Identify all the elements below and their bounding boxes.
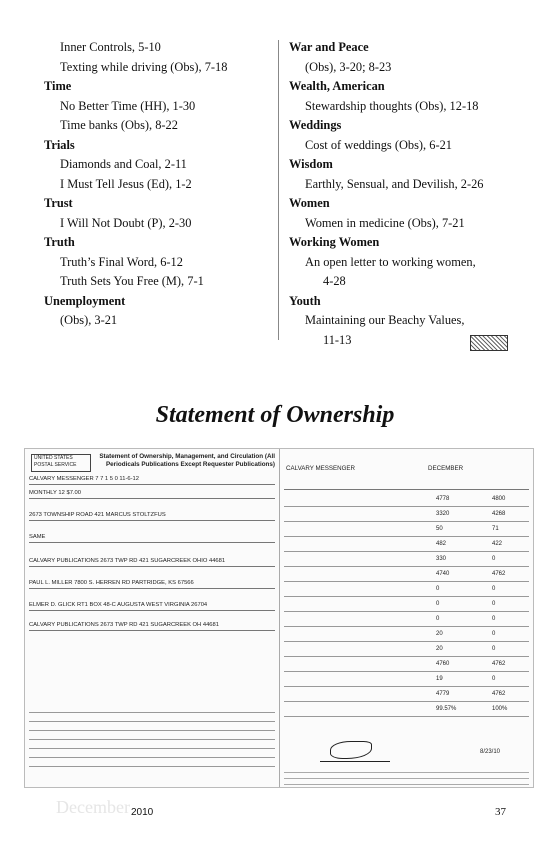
footer-year: 2010 [131,807,154,818]
index-entry: I Must Tell Jesus (Ed), 1-2 [60,176,192,191]
index-heading: Women [289,196,330,210]
issue-copies-value: 0 [492,601,496,607]
avg-copies-value: 99.57% [436,706,457,712]
form-field-row: MONTHLY 12 $7.00 [29,489,275,499]
index-entry: Truth Sets You Free (M), 7-1 [60,274,204,288]
index-heading: Trials [44,137,75,152]
form-field-row: ELMER D. GLICK RT1 BOX 48-C AUGUSTA WEST VIRGINIA 26704 [29,601,275,611]
index-column-left [44,38,274,331]
avg-copies-value: 4760 [436,661,450,667]
index-heading: Youth [289,293,321,308]
form-issue-date: DECEMBER [428,465,464,472]
issue-copies-value: 0 [492,616,496,622]
avg-copies-value: 3320 [436,511,450,517]
issue-copies-value: 4800 [492,496,506,502]
issue-copies-value: 4762 [492,661,506,667]
circulation-row [284,673,529,687]
index-heading: Wisdom [289,157,333,171]
issue-copies-value: 71 [492,526,499,532]
signature-scribble [330,741,372,759]
form-publication-title: CALVARY MESSENGER [286,465,355,472]
index-entry: Women in medicine (Obs), 7-21 [305,215,465,230]
issue-copies-value: 0 [492,586,496,592]
index-entry: I Will Not Doubt (P), 2-30 [60,215,192,230]
index-entry: Stewardship thoughts (Obs), 12-18 [305,98,479,113]
signature [320,739,390,762]
circulation-row [284,688,529,702]
index-heading: Unemployment [44,293,126,308]
circulation-row [284,568,529,582]
form-table-header [284,473,529,490]
circulation-row [284,508,529,522]
avg-copies-value: 482 [436,541,447,547]
index-entry: (Obs), 3-21 [60,313,118,327]
form-field-row: SAME [29,533,275,543]
signature-date: 8/23/10 [480,749,501,755]
circulation-row [284,583,529,597]
index-entry: 11-13 [323,332,352,347]
circulation-row [284,538,529,552]
issue-copies-value: 0 [492,556,496,562]
form-right-half [280,449,533,787]
avg-copies-value: 4740 [436,571,450,577]
index-entry: Maintaining our Beachy Values, [305,313,465,327]
index-heading: Wealth, American [289,79,385,93]
index-column-right [289,38,509,350]
index-entry: Earthly, Sensual, and Devilish, 2-26 [305,176,484,191]
circulation-row [284,643,529,657]
form-ruled-area [29,704,275,774]
avg-copies-value: 0 [436,616,440,622]
issue-copies-value: 422 [492,541,503,547]
page-number: 37 [495,806,506,818]
ownership-statement-form [24,448,534,788]
index-entry: Texting while driving (Obs), 7-18 [60,59,228,74]
index-heading: Truth [44,235,75,249]
index-entry: (Obs), 3-20; 8-23 [305,59,392,74]
circulation-row [284,658,529,672]
index-entry: Time banks (Obs), 8-22 [60,118,178,132]
issue-copies-value: 0 [492,646,496,652]
circulation-row [284,628,529,642]
index-entry: Inner Controls, 5-10 [60,40,161,54]
circulation-row [284,613,529,627]
avg-copies-value: 50 [436,526,443,532]
index-entry: Truth’s Final Word, 6-12 [60,254,183,269]
form-field-row: PAUL L. MILLER 7800 S. HERREN RD PARTRIDGE, KS 67566 [29,579,275,589]
form-fine-print [284,767,529,785]
avg-copies-value: 0 [436,586,440,592]
circulation-row [284,703,529,717]
index-entry: Diamonds and Coal, 2-11 [60,157,187,171]
index-heading: Trust [44,196,73,210]
decorative-ornament [470,335,508,351]
form-title: Statement of Ownership, Management, and Circulation (All Periodicals Publications Except Requester Publications) [99,453,275,468]
circulation-row [284,493,529,507]
footer-month: December [56,797,130,817]
index-entry: No Better Time (HH), 1-30 [60,98,196,113]
index-entry: 4-28 [323,274,346,288]
issue-copies-value: 0 [492,631,496,637]
form-field-row: CALVARY MESSENGER 7 7 1 5 0 11-6-12 [29,475,275,485]
index-entry: An open letter to working women, [305,254,476,269]
avg-copies-value: 19 [436,676,443,682]
avg-copies-value: 4778 [436,496,450,502]
issue-copies-value: 4268 [492,511,506,517]
form-field-row: CALVARY PUBLICATIONS 2673 TWP RD 421 SUGARCREEK OH 44681 [29,621,275,631]
avg-copies-value: 20 [436,631,443,637]
avg-copies-value: 330 [436,556,447,562]
index-heading: Working Women [289,235,380,249]
circulation-row [284,523,529,537]
issue-copies-value: 100% [492,706,508,712]
section-title: Statement of Ownership [155,402,395,428]
index-heading: Weddings [289,118,342,132]
issue-copies-value: 0 [492,676,496,682]
index-entry: Cost of weddings (Obs), 6-21 [305,137,452,152]
index-heading: War and Peace [289,40,369,54]
avg-copies-value: 20 [436,646,443,652]
form-field-row: CALVARY PUBLICATIONS 2673 TWP RD 421 SUGARCREEK OHIO 44681 [29,557,275,567]
avg-copies-value: 4779 [436,691,450,697]
index-heading: Time [44,79,72,93]
usps-logo: UNITED STATES POSTAL SERVICE [31,454,91,472]
avg-copies-value: 0 [436,601,440,607]
form-field-row: 2673 TOWNSHIP ROAD 421 MARCUS STOLTZFUS [29,511,275,521]
column-divider [278,40,279,340]
issue-copies-value: 4762 [492,571,506,577]
circulation-row [284,553,529,567]
form-left-half [25,449,280,787]
issue-copies-value: 4762 [492,691,506,697]
circulation-row [284,598,529,612]
